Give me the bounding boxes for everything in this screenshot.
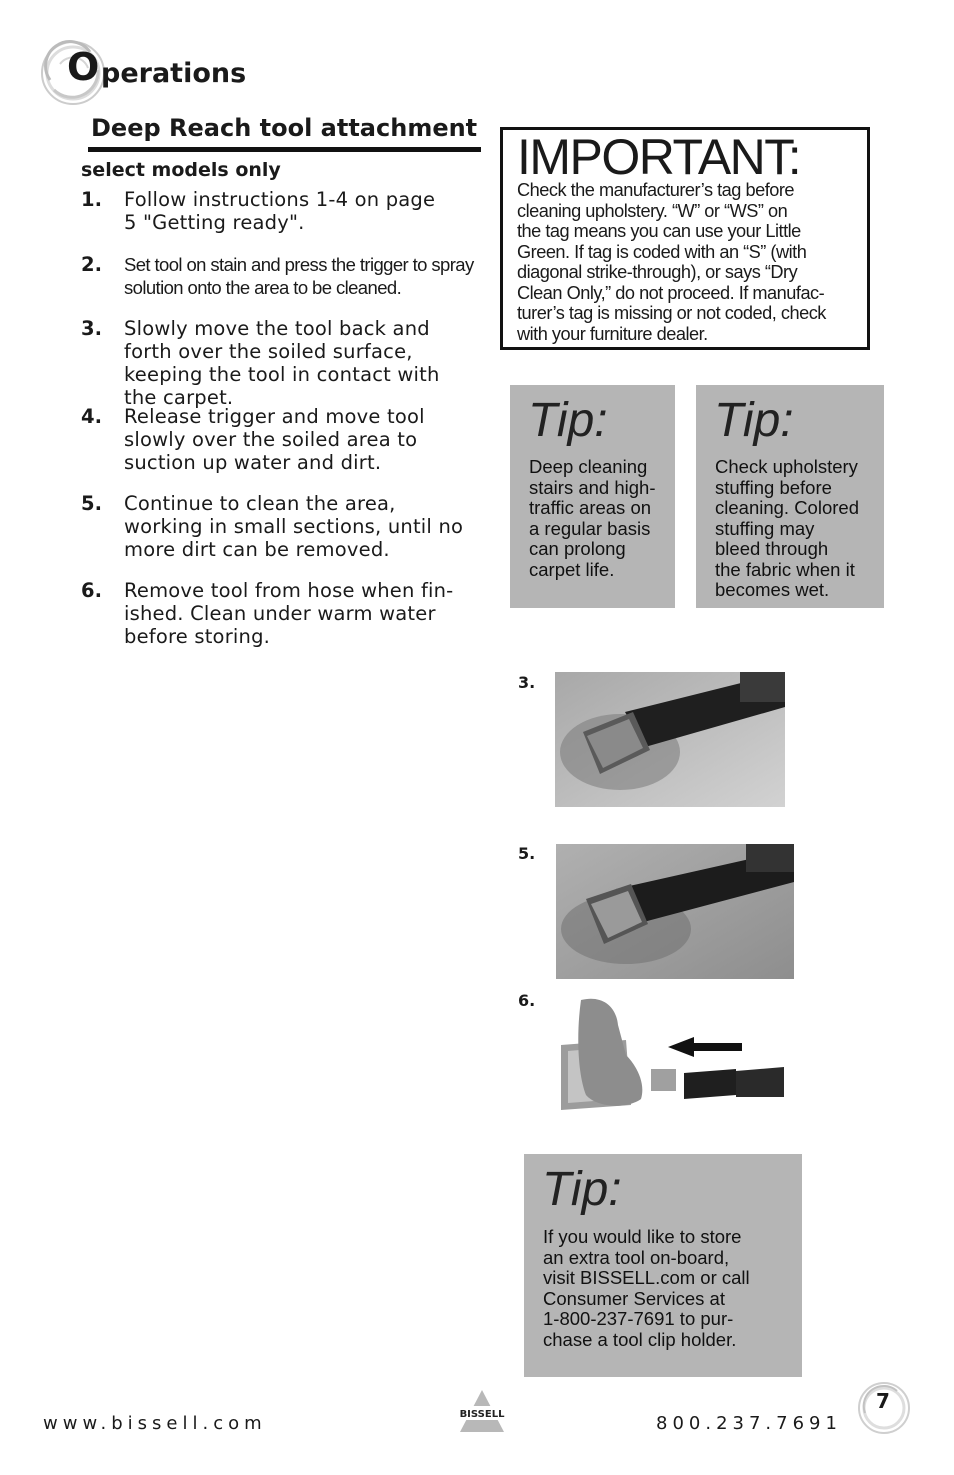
carpet-spray-photo [555,672,785,807]
photo-number: 3. [518,673,536,692]
page-title: perations [101,58,247,89]
important-text [517,180,862,344]
important-line: Check the manufacturer’s tag before [517,180,795,200]
tip-line: If you would like to store [543,1226,742,1247]
tip-line: the fabric when it [715,558,855,580]
tip-line: Consumer Services at [543,1287,725,1309]
step-4 [81,405,501,474]
step-text: Set tool on stain and press the trigger to spray solution onto the area to be cleaned. [124,254,474,298]
tip-text [715,457,881,601]
important-line: Clean Only,” do not proceed. If manufac- [517,282,825,303]
tip-label: Tip: [542,1163,622,1216]
step-1 [81,188,501,234]
important-title: IMPORTANT: [517,129,801,185]
tip-line: visit BISSELL.com or call [543,1267,750,1288]
tip-text [529,457,671,580]
tip-line: a regular basis [529,517,651,539]
step-2 [81,253,501,299]
carpet-clean-photo [556,844,794,979]
tip-line: Deep cleaning [529,456,648,477]
tip-line: bleed through [715,538,829,559]
tip-line: can prolong [529,538,626,559]
step-text: Remove tool from hose when fin-ished. Clean under warm water before storing. [124,579,454,648]
important-notice [500,127,870,350]
page-number: 7 [876,1389,890,1413]
step-text: Continue to clean the area, working in small sections, until no more dirt can be removed. [124,492,464,561]
tip-text [543,1227,798,1350]
step-number: 2. [81,253,102,276]
important-line: cleaning upholstery. “W” or “WS” on [517,200,788,221]
tip-line: traffic areas on [529,497,652,518]
tip-line: an extra tool on-board, [543,1246,730,1268]
tip-line: stuffing before [715,476,832,498]
tip-line: stairs and high- [529,476,656,498]
important-line: the tag means you can use your Little [517,221,801,241]
tip-line: stuffing may [715,517,815,539]
tip-line: chase a tool clip holder. [543,1328,737,1350]
tip-line: Check upholstery [715,456,858,477]
tip-box-stairs [510,385,675,608]
heading-divider [88,147,481,152]
photo-number: 5. [518,844,536,863]
tip-box-upholstery [696,385,884,608]
step-number: 3. [81,317,102,340]
step-number: 5. [81,492,102,515]
step-number: 4. [81,405,102,428]
tip-box-tool-clip [524,1154,802,1377]
step-text: Release trigger and move tool slowly over the soiled area to suction up water and dirt. [124,405,425,474]
step-text: Follow instructions 1-4 on page 5 "Getting ready". [124,188,436,234]
step-text: Slowly move the tool back and forth over the soiled surface, keeping the tool in contact with the carpet. [124,317,440,409]
tip-line: 1-800-237-7691 to pur- [543,1308,734,1329]
tip-label: Tip: [714,394,794,447]
tip-line: carpet life. [529,558,615,580]
step-5 [81,492,501,561]
footer-website: www.bissell.com [43,1413,267,1434]
important-line: with your furniture dealer. [517,323,708,344]
brand-text: BISSELL [459,1409,505,1420]
section-subheading: select models only [81,159,281,181]
important-line: turer’s tag is missing or not coded, check [517,303,826,323]
step-number: 1. [81,188,102,211]
page-title-initial: O [67,45,100,89]
step-number: 6. [81,579,102,602]
tip-label: Tip: [528,394,608,447]
important-line: diagonal strike-through), or says “Dry [517,262,798,282]
tip-line: becomes wet. [715,579,830,600]
important-line: Green. If tag is coded with an “S” (with [517,241,807,262]
step-3 [81,317,501,409]
step-6 [81,579,501,648]
section-heading: Deep Reach tool attachment [91,114,478,142]
bissell-logo-icon [446,1388,518,1436]
photo-number: 6. [518,991,536,1010]
remove-tool-photo [556,995,784,1113]
footer-phone: 800.237.7691 [656,1413,842,1434]
tip-line: cleaning. Colored [715,497,859,518]
